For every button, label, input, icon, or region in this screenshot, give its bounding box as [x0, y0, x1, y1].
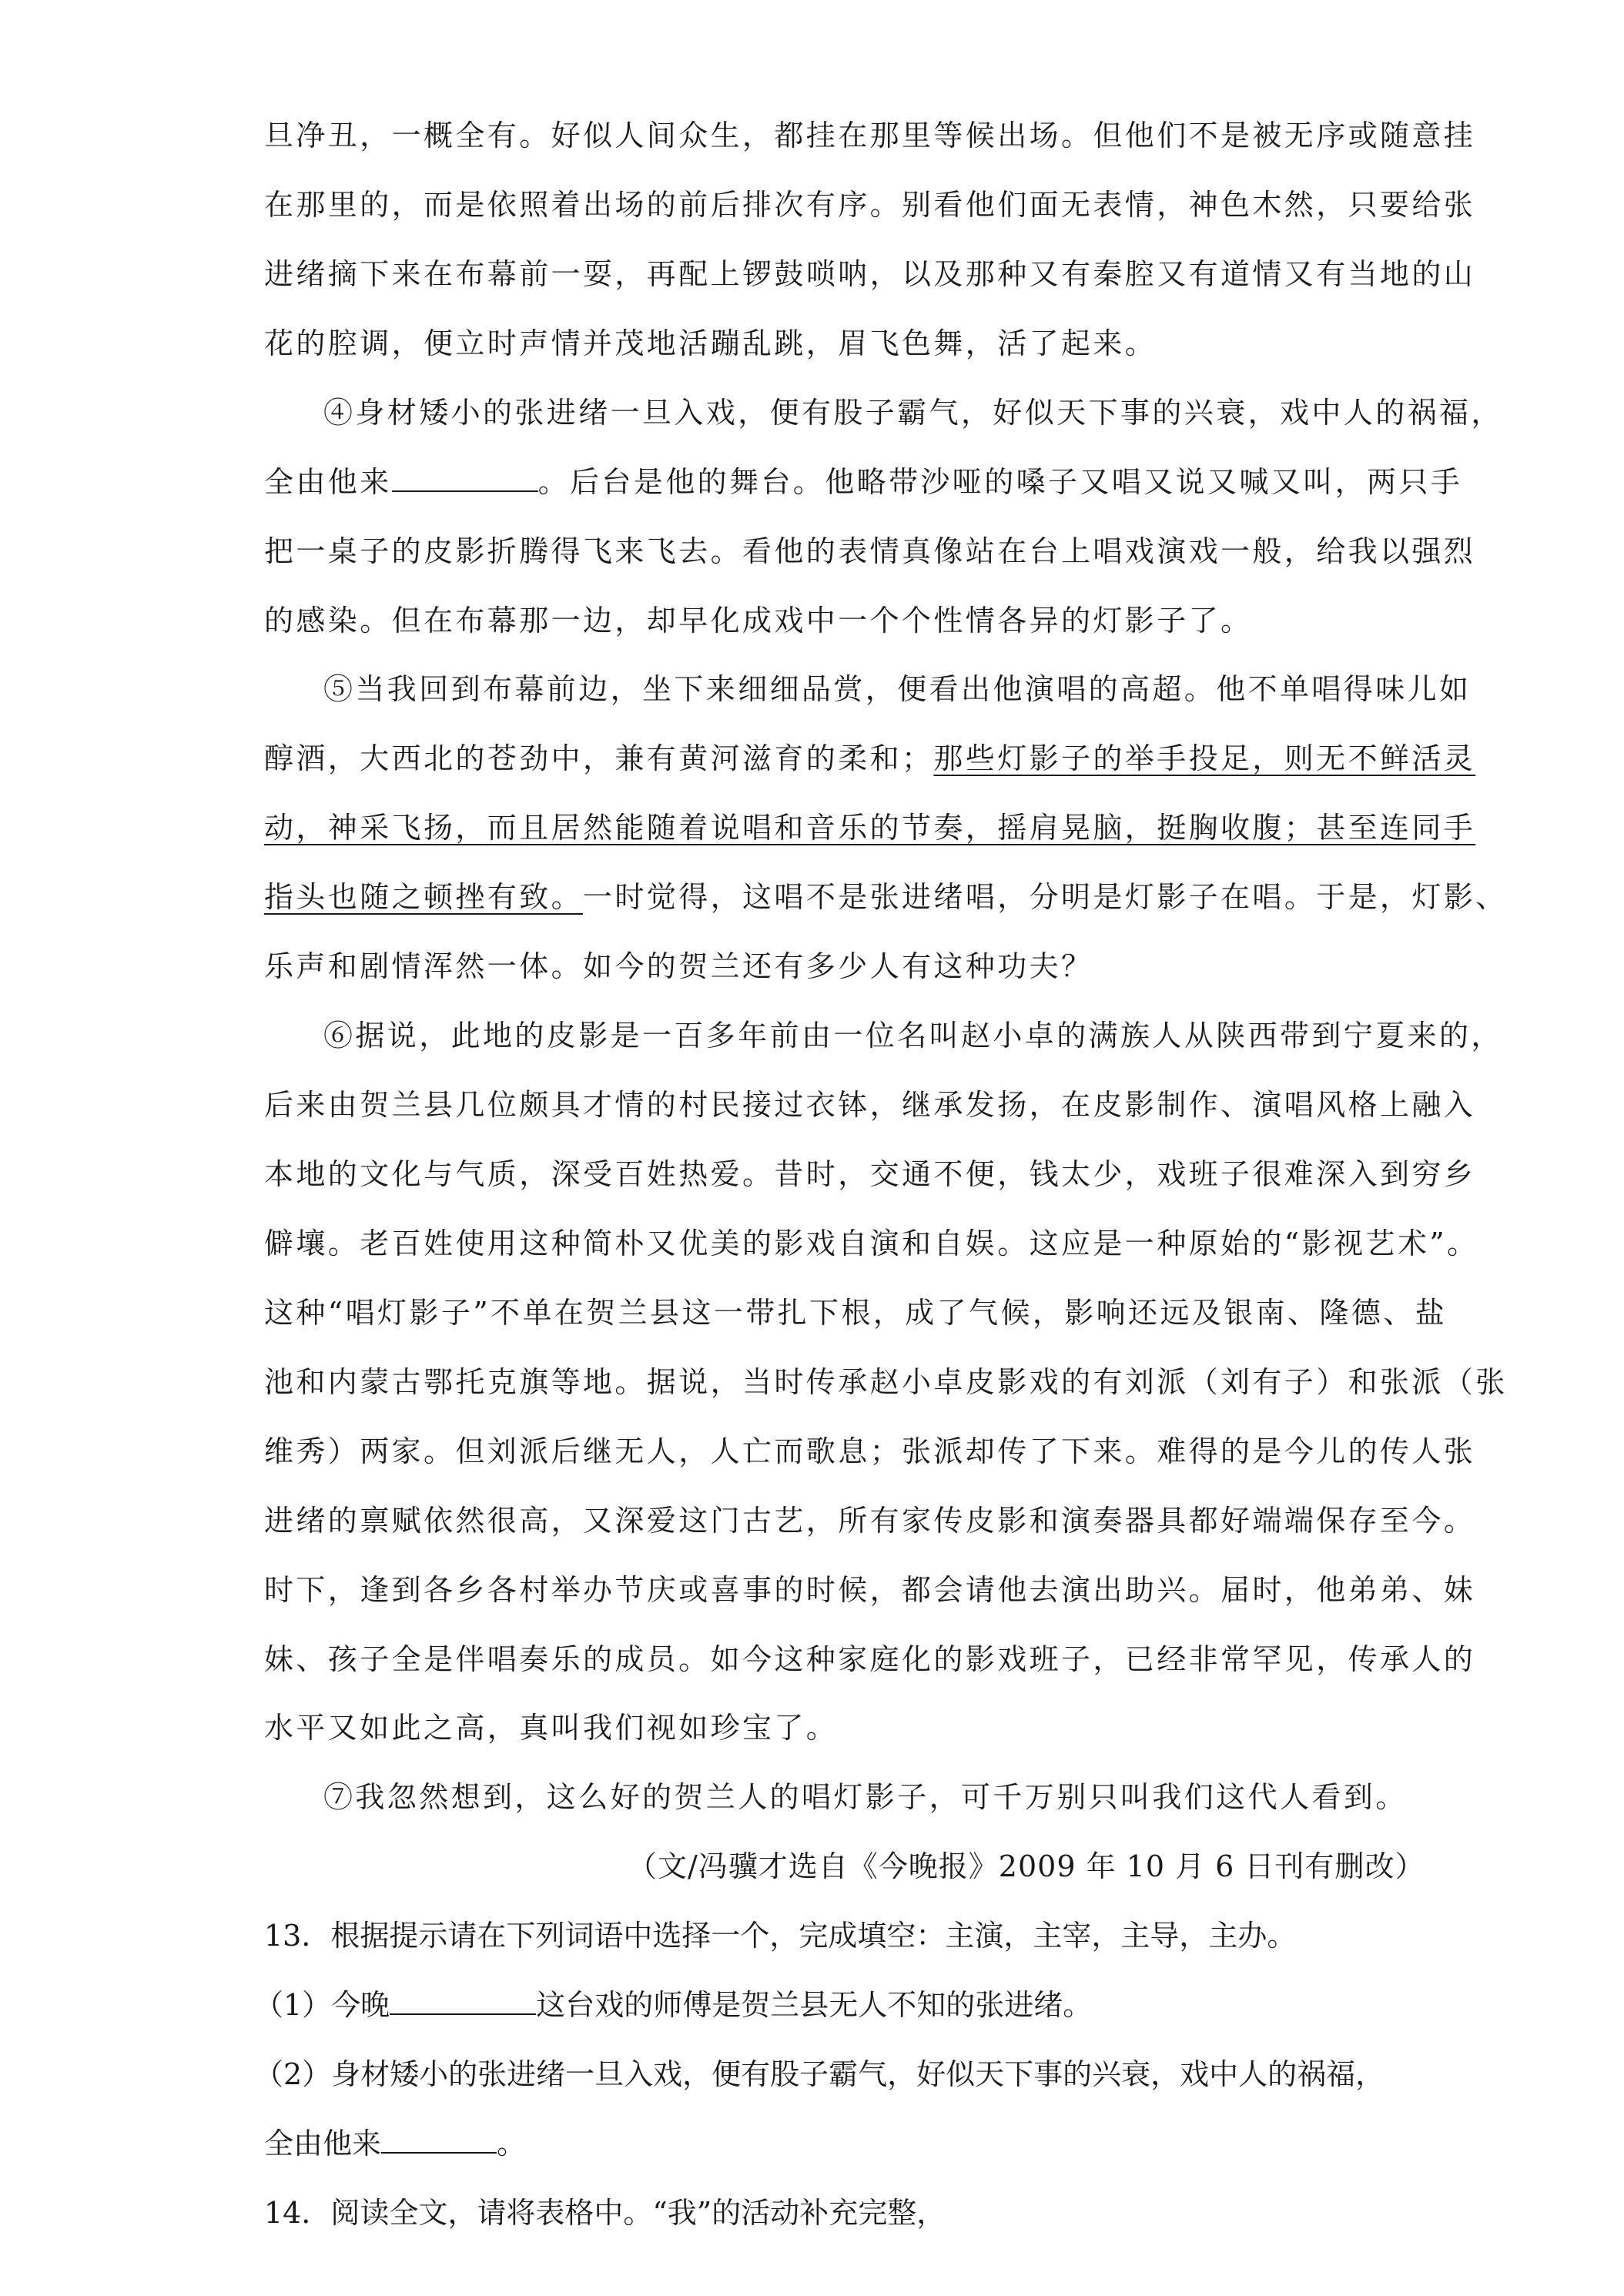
source-citation: （文/冯骥才选自《今晚报》2009 年 10 月 6 日刊有删改）	[628, 1849, 1425, 1883]
passage-line: 后来由贺兰县几位颇具才情的村民接过衣钵，继承发扬，在皮影制作、演唱风格上融入	[264, 1088, 1476, 1122]
passage-line: 进绪的禀赋依然很高，又深爱这门古艺，所有家传皮影和演奏器具都好端端保存至今。	[264, 1504, 1476, 1538]
underlined-sentence: 指头也随之顿挫有致。	[264, 880, 584, 914]
passage-line: 僻壤。老百姓使用这种简朴又优美的影戏自演和自娱。这应是一种原始的“影视艺术”。	[264, 1227, 1479, 1260]
passage-line: ⑦我忽然想到，这么好的贺兰人的唱灯影子，可千万别只叫我们这代人看到。	[323, 1780, 1408, 1814]
passage-text: 一时觉得，这唱不是张进绪唱，分明是灯影子在唱。于是，灯影、	[583, 880, 1508, 914]
question-13-sub-1	[254, 1986, 1092, 2023]
passage-line: 进绪摘下来在布幕前一耍，再配上锣鼓唢呐，以及那种又有秦腔又有道情又有当地的山	[264, 257, 1476, 291]
passage-line: 的感染。但在布幕那一边，却早化成戏中一个个性情各异的灯影子了。	[264, 604, 1253, 638]
passage-line: 妹、孩子全是伴唱奏乐的成员。如今这种家庭化的影戏班子，已经非常罕见，传承人的	[264, 1642, 1476, 1676]
passage-line	[264, 809, 1475, 846]
fill-blank[interactable]	[392, 467, 538, 492]
passage-line: 池和内蒙古鄂托克旗等地。据说，当时传承赵小卓皮影戏的有刘派（刘有子）和张派（张	[264, 1365, 1508, 1399]
passage-line: 花的腔调，便立时声情并茂地活蹦乱跳，眉飞色舞，活了起来。	[264, 326, 1157, 360]
question-text: 全由他来	[264, 2127, 382, 2160]
passage-text: 。后台是他的舞台。他略带沙哑的嗓子又唱又说又喊又叫，两只手	[537, 465, 1463, 499]
passage-line: 乐声和剧情浑然一体。如今的贺兰还有多少人有这种功夫？	[264, 949, 1093, 983]
passage-line: 这种“唱灯影子”不单在贺兰县这一带扎下根，成了气候，影响还远及银南、隆德、盐	[264, 1296, 1448, 1330]
answer-blank[interactable]	[390, 1990, 536, 2015]
passage-line	[264, 464, 1462, 500]
passage-line: 在那里的，而是依照着出场的前后排次有序。别看他们面无表情，神色木然，只要给张	[264, 188, 1476, 222]
underlined-sentence: 那些灯影子的举手投足，则无不鲜活灵	[933, 741, 1476, 775]
passage-line: ⑤当我回到布幕前边，坐下来细细品赏，便看出他演唱的高超。他不单唱得味儿如	[323, 672, 1472, 706]
underlined-sentence: 动，神采飞扬，而且居然能随着说唱和音乐的节奏，摇肩晃脑，挺胸收腹；甚至连同手	[264, 811, 1476, 845]
passage-line: 本地的文化与气质，深受百姓热爱。昔时，交通不便，钱太少，戏班子很难深入到穷乡	[264, 1157, 1476, 1191]
passage-line	[264, 879, 1508, 915]
passage-line: 时下，逢到各乡各村举办节庆或喜事的时候，都会请他去演出助兴。届时，他弟弟、妹	[264, 1573, 1476, 1607]
passage-line: 把一桌子的皮影折腾得飞来飞去。看他的表情真像站在台上唱戏演戏一般，给我以强烈	[264, 534, 1476, 568]
question-text: 这台戏的师傅是贺兰县无人不知的张进绪。	[536, 1988, 1093, 2022]
question-13-sub-2-cont	[264, 2125, 526, 2162]
passage-line: 维秀）两家。但刘派后继无人，人亡而歌息；张派却传了下来。难得的是今儿的传人张	[264, 1434, 1476, 1468]
passage-line: 水平又如此之高，真叫我们视如珍宝了。	[264, 1711, 839, 1745]
answer-blank[interactable]	[381, 2129, 497, 2154]
passage-line: ⑥据说，此地的皮影是一百多年前由一位名叫赵小卓的满族人从陕西带到宁夏来的，	[323, 1019, 1503, 1053]
question-13-stem: 13．根据提示请在下列词语中选择一个，完成填空：主演，主宰，主导，主办。	[264, 1919, 1297, 1953]
passage-line: ④身材矮小的张进绪一旦入戏，便有股子霸气，好似天下事的兴衰，戏中人的祸福，	[323, 396, 1503, 430]
question-text: （1）今晚	[254, 1988, 390, 2022]
passage-text: 醇酒，大西北的苍劲中，兼有黄河滋育的柔和；	[264, 741, 934, 775]
question-13-sub-2: （2）身材矮小的张进绪一旦入戏，便有股子霸气，好似天下事的兴衰，戏中人的祸福，	[254, 2057, 1385, 2091]
passage-text: 全由他来	[264, 465, 392, 499]
passage-line	[264, 740, 1475, 777]
question-14-stem: 14．阅读全文，请将表格中。“我”的活动补充完整，	[264, 2196, 946, 2230]
passage-line: 旦净丑，一概全有。好似人间众生，都挂在那里等候出场。但他们不是被无序或随意挂	[264, 119, 1476, 152]
question-text: 。	[497, 2127, 527, 2160]
